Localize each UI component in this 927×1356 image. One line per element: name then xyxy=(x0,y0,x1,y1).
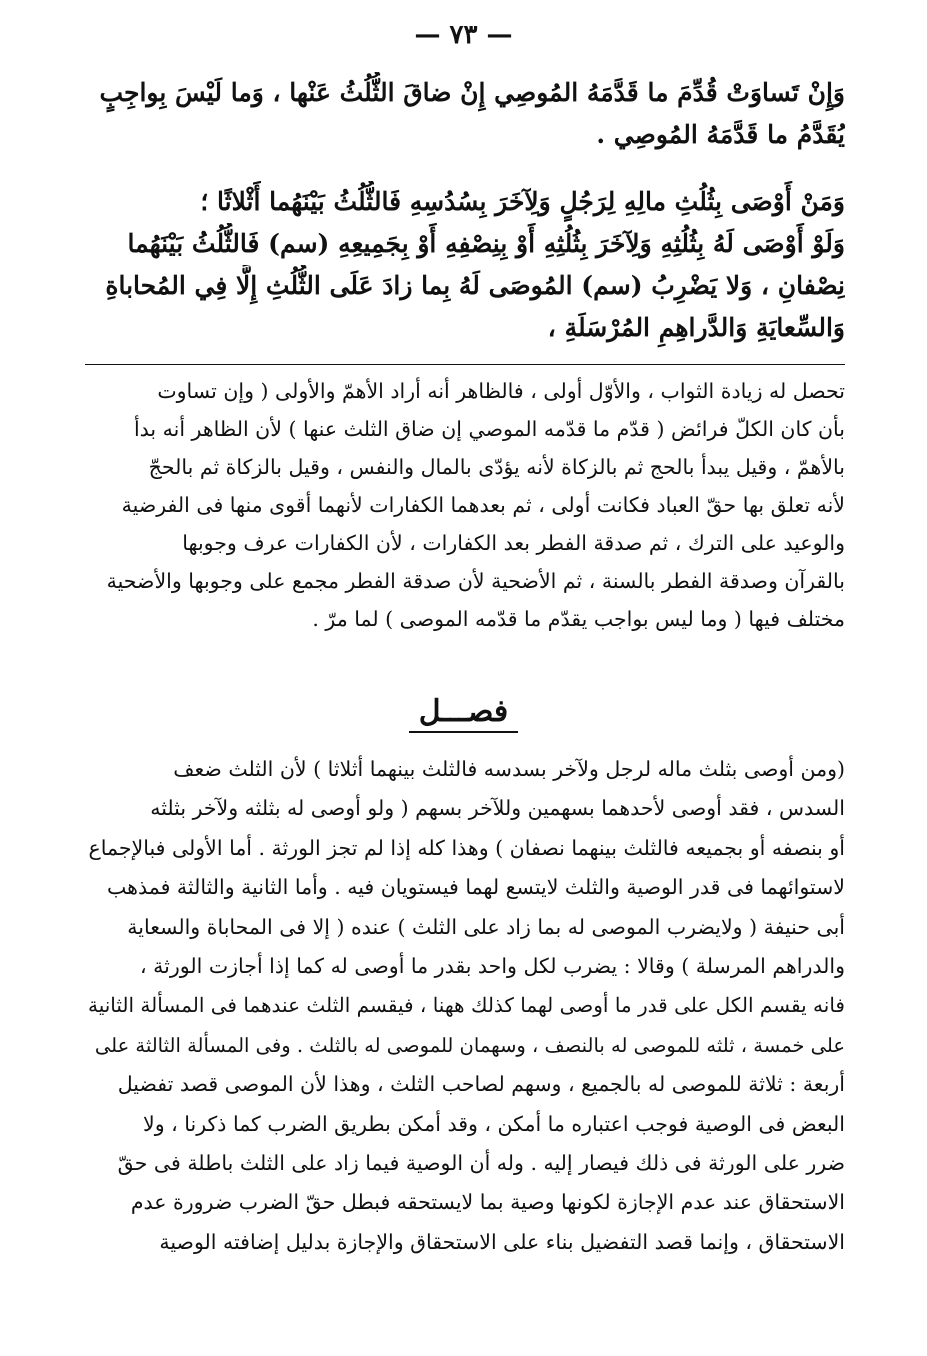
commentary-line: أربعة : ثلاثة للموصى له بالجميع ، وسهم لصاحب الثلث ، وهذا لأن الموصى قصد تفضيل xyxy=(117,1072,845,1097)
commentary-line: لاستوائهما فى قدر الوصية والثلث لايتسع لهما فيستويان فيه . وأما الثانية والثالثة فمذهب xyxy=(107,875,845,900)
commentary-line: بالأهمّ ، وقيل يبدأ بالحج ثم بالزكاة لأنه يؤدّى بالمال والنفس ، وقيل بالزكاة ثم بالحجّ xyxy=(148,455,845,479)
commentary-line: أبى حنيفة ( ولايضرب الموصى له بما زاد على الثلث ) عنده ( إلا فى المحاباة والسعاية xyxy=(127,914,845,939)
commentary-line: لأنه تعلق بها حقّ العباد فكانت أولى ، ثم بعدهما الكفارات لأنهما أقوى منها فى الفرضية xyxy=(121,493,845,517)
commentary-line: أو بنصفه أو بجميعه فالثلث بينهما نصفان ) وهذا كله إذا لم تجز الورثة . أما الأولى فبالإجماع xyxy=(88,835,845,860)
matn-line: وَإِنْ تَساوَتْ قُدِّمَ ما قَدَّمَهُ المُوصِي إِنْ ضاقَ الثُّلُثُ عَنْها ، وَما لَيْسَ بِواجِبٍ xyxy=(99,78,845,107)
commentary-line: ضرر على الورثة فى ذلك فيصار إليه . وله أن الوصية فيما زاد على الثلث باطلة فى حقّ xyxy=(117,1150,845,1175)
matn-line: وَلَوْ أَوْصَى لَهُ بِثُلُثِهِ وَلِآخَرَ بِثُلُثِهِ أَوْ بِنِصْفِهِ أَوْ بِجَمِيعِهِ (سم) فَالثُّلُثُ بَيْنَهُما xyxy=(127,229,845,258)
commentary-line: البعض فى الوصية فوجب اعتباره ما أمكن ، وقد أمكن بطريق الضرب كما ذكرنا ، ولا xyxy=(143,1111,845,1136)
matn-block-1 xyxy=(85,72,845,156)
section-heading-text: فصـــل xyxy=(409,694,518,733)
commentary-block-1 xyxy=(85,372,845,638)
commentary-block-2 xyxy=(85,750,845,1262)
commentary-line: فانه يقسم الكل على قدر ما أوصى لهما كذلك ههنا ، فيقسم الثلث عندهما فى المسألة الثانية xyxy=(87,993,845,1018)
matn-line: وَمَنْ أَوْصَى بِثُلُثِ مالِهِ لِرَجُلٍ وَلِآخَرَ بِسُدُسِهِ فَالثُّلُثُ بَيْنَهُما أَثْلاثًا ؛ xyxy=(200,187,845,216)
commentary-line: (ومن أوصى بثلث ماله لرجل ولآخر بسدسه فالثلث بينهما أثلاثا ) لأن الثلث ضعف xyxy=(173,757,845,781)
commentary-line: مختلف فيها ( وما ليس بواجب يقدّم ما قدّمه الموصى ) لما مرّ . xyxy=(312,607,845,631)
section-heading xyxy=(0,694,927,733)
matn-block-2 xyxy=(85,181,845,349)
commentary-line: تحصل له زيادة الثواب ، والأوّل أولى ، فالظاهر أنه أراد الأهمّ والأولى ( وإن تساوت xyxy=(157,379,845,403)
commentary-line: السدس ، فقد أوصى لأحدهما بسهمين وللآخر بسهم ( ولو أوصى له بثلثه ولآخر بثلثه xyxy=(150,796,845,821)
matn-line: نِصْفانِ ، وَلا يَضْرِبُ (سم) المُوصَى لَهُ بِما زادَ عَلَى الثُّلُثِ إِلَّا فِي المُحاباةِ xyxy=(105,271,845,300)
commentary-line: الاستحقاق ، وإنما قصد التفضيل بناء على الاستحقاق والإجازة بدليل إضافته الوصية xyxy=(159,1229,845,1254)
commentary-line: والدراهم المرسلة ) وقالا : يضرب لكل واحد بقدر ما أوصى له كما إذا أجازت الورثة ، xyxy=(140,953,845,978)
matn-line: يُقَدَّمُ ما قَدَّمَهُ المُوصِي . xyxy=(596,120,845,149)
commentary-line: على خمسة ، ثلثه للموصى له بالنصف ، وسهمان للموصى له بالثلث . وفى المسألة الثالثة على xyxy=(94,1033,845,1057)
page-number: — ٧٣ — xyxy=(414,20,513,50)
commentary-line: بالقرآن وصدقة الفطر بالسنة ، ثم الأضحية لأن صدقة الفطر مجمع على وجوبها والأضحية xyxy=(106,569,845,593)
footnote-divider xyxy=(85,364,845,365)
commentary-line: بأن كان الكلّ فرائض ( قدّم ما قدّمه الموصي إن ضاق الثلث عنها ) لأن الظاهر أنه بدأ xyxy=(133,417,845,441)
commentary-line: والوعيد على الترك ، ثم صدقة الفطر بعد الكفارات ، لأن الكفارات عرف وجوبها xyxy=(182,531,845,555)
matn-line: وَالسِّعايَةِ وَالدَّراهِمِ المُرْسَلَةِ ، xyxy=(547,313,845,342)
commentary-line: الاستحقاق عند عدم الإجازة لكونها وصية بما لايستحقه فبطل حقّ الضرب ضرورة عدم xyxy=(130,1190,845,1215)
